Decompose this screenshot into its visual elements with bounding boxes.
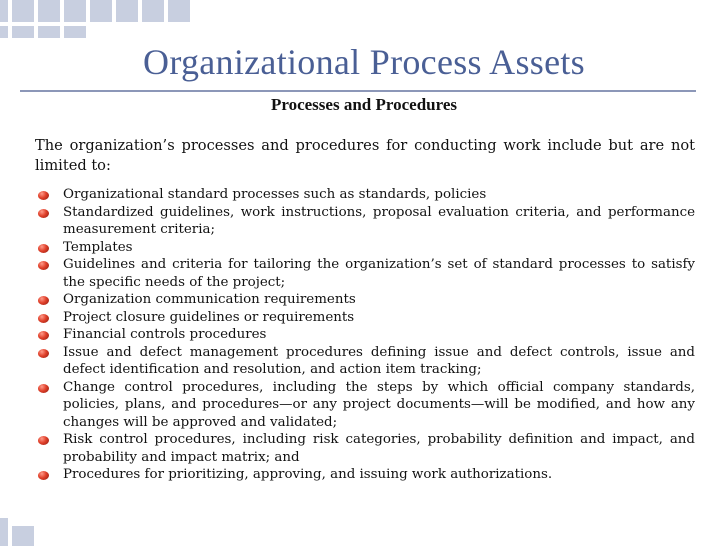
list-item-text: Procedures for prioritizing, approving, and issuing work authorizations.	[63, 467, 553, 482]
list-item-text: Financial controls procedures	[63, 327, 267, 342]
bullet-dot-icon	[38, 436, 49, 445]
list-item	[35, 256, 695, 291]
list-item-text: Templates	[63, 239, 133, 255]
list-item	[35, 291, 695, 309]
list-item	[35, 239, 695, 257]
list-item	[35, 466, 695, 484]
list-item	[35, 309, 695, 327]
decorative-square-grid	[0, 0, 200, 40]
list-item	[35, 344, 695, 379]
list-item	[35, 379, 695, 432]
bullet-dot-icon	[38, 314, 49, 323]
list-item-text: Project closure guidelines or requirements	[63, 309, 355, 325]
list-item	[35, 204, 695, 239]
list-item	[35, 326, 695, 344]
list-item	[35, 186, 695, 204]
list-item	[35, 431, 695, 466]
bullet-dot-icon	[38, 384, 49, 393]
bullet-dot-icon	[38, 349, 49, 358]
bullet-dot-icon	[38, 471, 49, 480]
slide-subtitle: Processes and Procedures	[270, 95, 458, 114]
title-divider	[20, 90, 696, 92]
slide-title: Organizational Process Assets	[143, 42, 585, 82]
bullet-dot-icon	[38, 331, 49, 340]
bullet-dot-icon	[38, 296, 49, 305]
intro-paragraph: The organization’s processes and procedures for conducting work include but are not limited to:	[35, 137, 695, 174]
list-item-text: Risk control procedures, including risk categories, probability definition and impact, and probability and impact matrix; and	[63, 432, 695, 465]
list-item-text: Guidelines and criteria for tailoring the organization’s set of standard processes to satisfy the specific needs of the project;	[63, 257, 695, 290]
bullet-dot-icon	[38, 209, 49, 218]
list-item-text: Issue and defect management procedures defining issue and defect controls, issue and defect identification and resolution, and action item tracking;	[63, 344, 695, 377]
list-item-text: Organization communication requirements	[63, 292, 356, 307]
list-item-text: Change control procedures, including the steps by which official company standards, policies, plans, and procedures—or any project documents—will be modified, and how any changes will be approved and validated;	[63, 379, 695, 430]
bullet-dot-icon	[38, 191, 49, 200]
list-item-text: Organizational standard processes such as standards, policies	[63, 187, 487, 202]
list-item-text: Standardized guidelines, work instructions, proposal evaluation criteria, and performance measurement criteria;	[63, 204, 695, 237]
bullet-dot-icon	[38, 244, 49, 253]
bullet-dot-icon	[38, 261, 49, 270]
decorative-corner-squares	[0, 506, 40, 546]
procedures-list	[35, 186, 695, 484]
